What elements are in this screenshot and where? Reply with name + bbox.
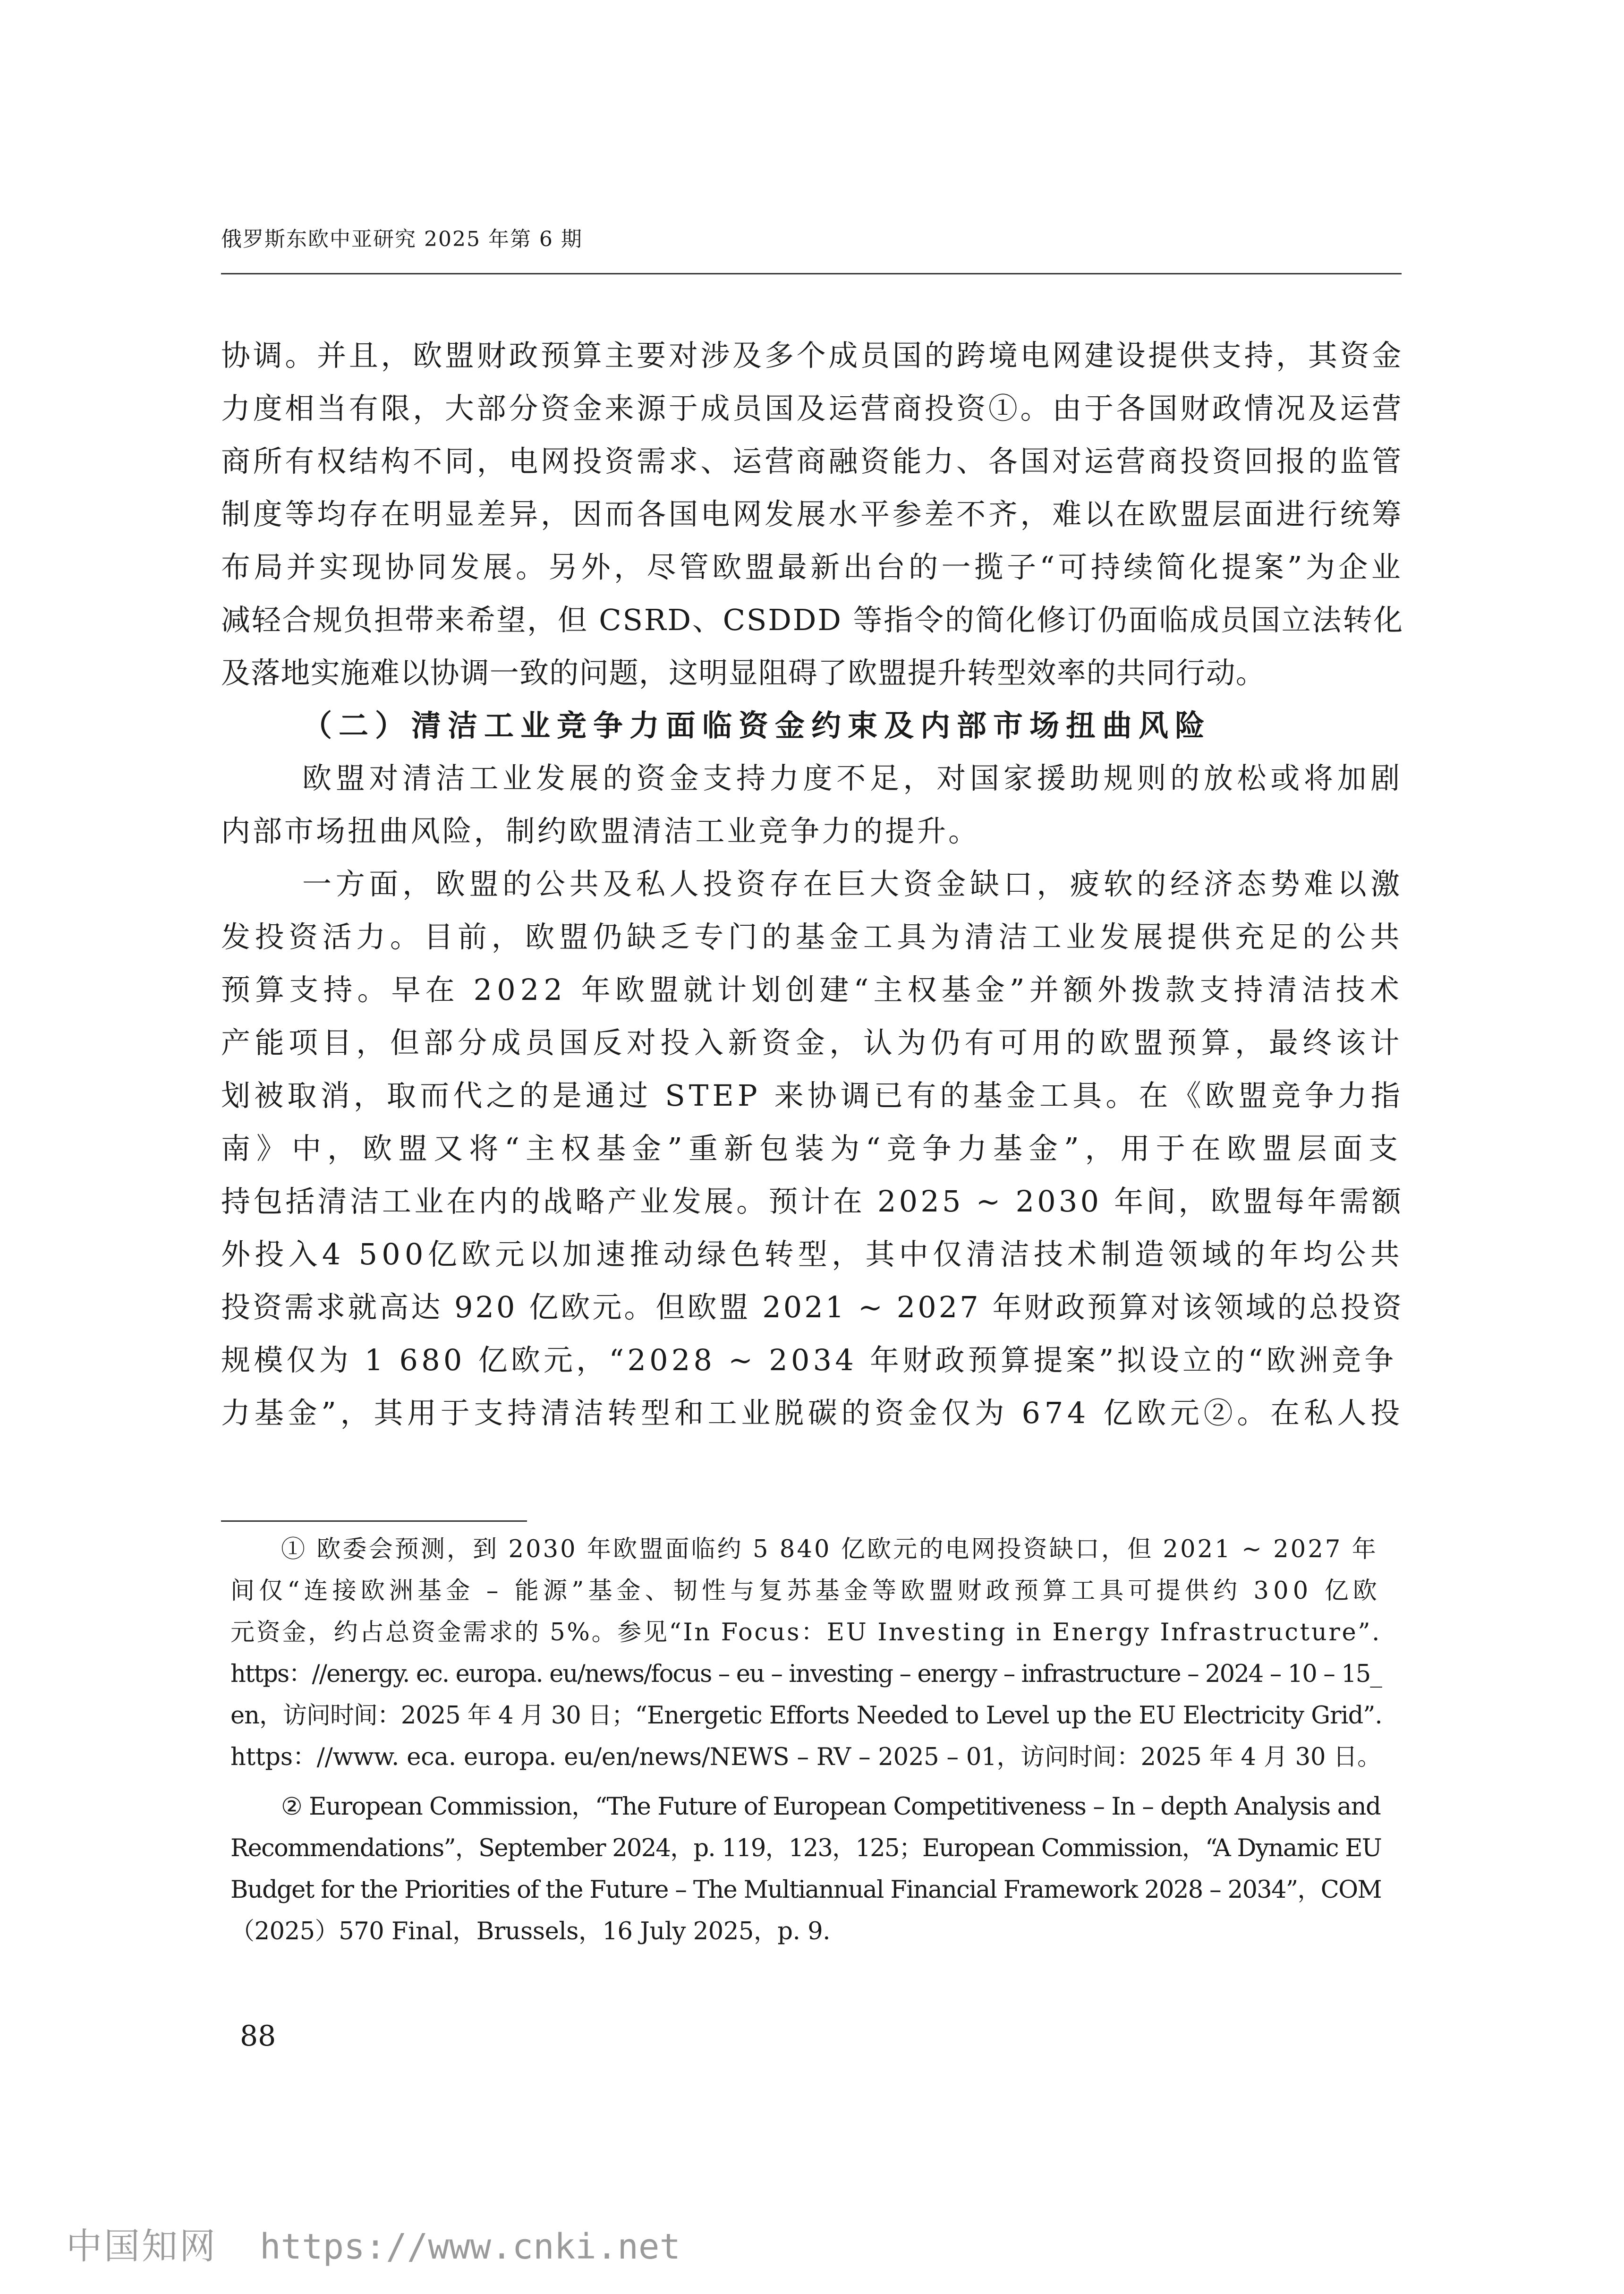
body-line: 欧盟对清洁工业发展的资金支持力度不足，对国家援助规则的放松或将加剧	[302, 761, 1404, 795]
body-line: 商所有权结构不同，电网投资需求、运营商融资能力、各国对运营商投资回报的监管	[221, 444, 1404, 478]
footnote-line: （2025）570 Final，Brussels，16 July 2025，p. 9.	[230, 1918, 830, 1945]
body-line: 一方面，欧盟的公共及私人投资存在巨大资金缺口，疲软的经济态势难以激	[302, 867, 1404, 901]
body-line: 投资需求就高达 920 亿欧元。但欧盟 2021 ~ 2027 年财政预算对该领域的总投资	[221, 1290, 1404, 1324]
body-line: 产能项目，但部分成员国反对投入新资金，认为仍有可用的欧盟预算，最终该计	[221, 1025, 1404, 1060]
body-line: 力度相当有限，大部分资金来源于成员国及运营商投资①。由于各国财政情况及运营	[221, 391, 1404, 426]
body-line: 持包括清洁工业在内的战略产业发展。预计在 2025 ~ 2030 年间，欧盟每年需额	[221, 1184, 1404, 1219]
body-line: 力基金”，其用于支持清洁转型和工业脱碳的资金仅为 674 亿欧元②。在私人投	[221, 1396, 1404, 1430]
header-rule	[221, 273, 1402, 274]
body-line: 南》中，欧盟又将“主权基金”重新包装为“竞争力基金”，用于在欧盟层面支	[221, 1131, 1404, 1166]
footnote-line: Recommendations”，September 2024，p. 119，123，125；European Commission，“A Dynamic EU	[230, 1834, 1381, 1862]
footnote-line: ① 欧委会预测，到 2030 年欧盟面临约 5 840 亿欧元的电网投资缺口，但 2021 ~ 2027 年	[281, 1535, 1378, 1563]
body-line: 划被取消，取而代之的是通过 STEP 来协调已有的基金工具。在《欧盟竞争力指	[221, 1078, 1404, 1113]
body-line: 内部市场扭曲风险，制约欧盟清洁工业竞争力的提升。	[221, 814, 980, 848]
cnki-watermark	[66, 2217, 680, 2269]
watermark-logo: 中国知网	[66, 2225, 217, 2267]
page-number: 88	[240, 2020, 276, 2053]
running-header: 俄罗斯东欧中亚研究 2025 年第 6 期	[221, 227, 583, 251]
footnote-line: 元资金，约占总资金需求的 5%。参见“In Focus：EU Investing in Energy Infrastructure”.	[230, 1619, 1381, 1646]
watermark-url: https://www.cnki.net	[260, 2226, 681, 2267]
footnote-line: https：//energy. ec. europa. eu/news/focus – eu – investing – energy – infrastructure – 2024 – 10 – 15_	[230, 1660, 1382, 1688]
footnote-line: Budget for the Priorities of the Future – The Multiannual Financial Framework 2028 – 2034”，COM	[230, 1876, 1381, 1904]
body-line: 布局并实现协同发展。另外，尽管欧盟最新出台的一揽子“可持续简化提案”为企业	[221, 550, 1404, 584]
footnote-rule	[221, 1520, 527, 1522]
footnote-line: 间仅“连接欧洲基金 – 能源”基金、韧性与复苏基金等欧盟财政预算工具可提供约 300 亿欧	[230, 1577, 1381, 1605]
body-line: 外投入4 500亿欧元以加速推动绿色转型，其中仅清洁技术制造领域的年均公共	[221, 1237, 1404, 1271]
body-line: 发投资活力。目前，欧盟仍缺乏专门的基金工具为清洁工业发展提供充足的公共	[221, 920, 1404, 954]
footnote-line: ② European Commission，“The Future of European Competitiveness – In – depth Analysis and	[281, 1793, 1381, 1821]
body-line: 规模仅为 1 680 亿欧元，“2028 ~ 2034 年财政预算提案”拟设立的“欧洲竞争	[221, 1343, 1397, 1377]
section-heading: （二）清洁工业竞争力面临资金约束及内部市场扭曲风险	[302, 708, 1211, 743]
footnote-line: en，访问时间：2025 年 4 月 30 日；“Energetic Efforts Needed to Level up the EU Electricity Grid”.	[230, 1702, 1382, 1730]
body-line: 及落地实施难以协调一致的问题，这明显阻碍了欧盟提升转型效率的共同行动。	[221, 656, 1266, 690]
body-line: 预算支持。早在 2022 年欧盟就计划创建“主权基金”并额外拨款支持清洁技术	[221, 972, 1404, 1007]
body-line: 制度等均存在明显差异，因而各国电网发展水平参差不齐，难以在欧盟层面进行统筹	[221, 497, 1404, 531]
footnote-line: https：//www. eca. europa. eu/en/news/NEWS – RV – 2025 – 01，访问时间：2025 年 4 月 30 日。	[230, 1743, 1381, 1771]
body-line: 减轻合规负担带来希望，但 CSRD、CSDDD 等指令的简化修订仍面临成员国立法转化	[221, 603, 1404, 637]
body-line: 协调。并且，欧盟财政预算主要对涉及多个成员国的跨境电网建设提供支持，其资金	[221, 338, 1404, 373]
